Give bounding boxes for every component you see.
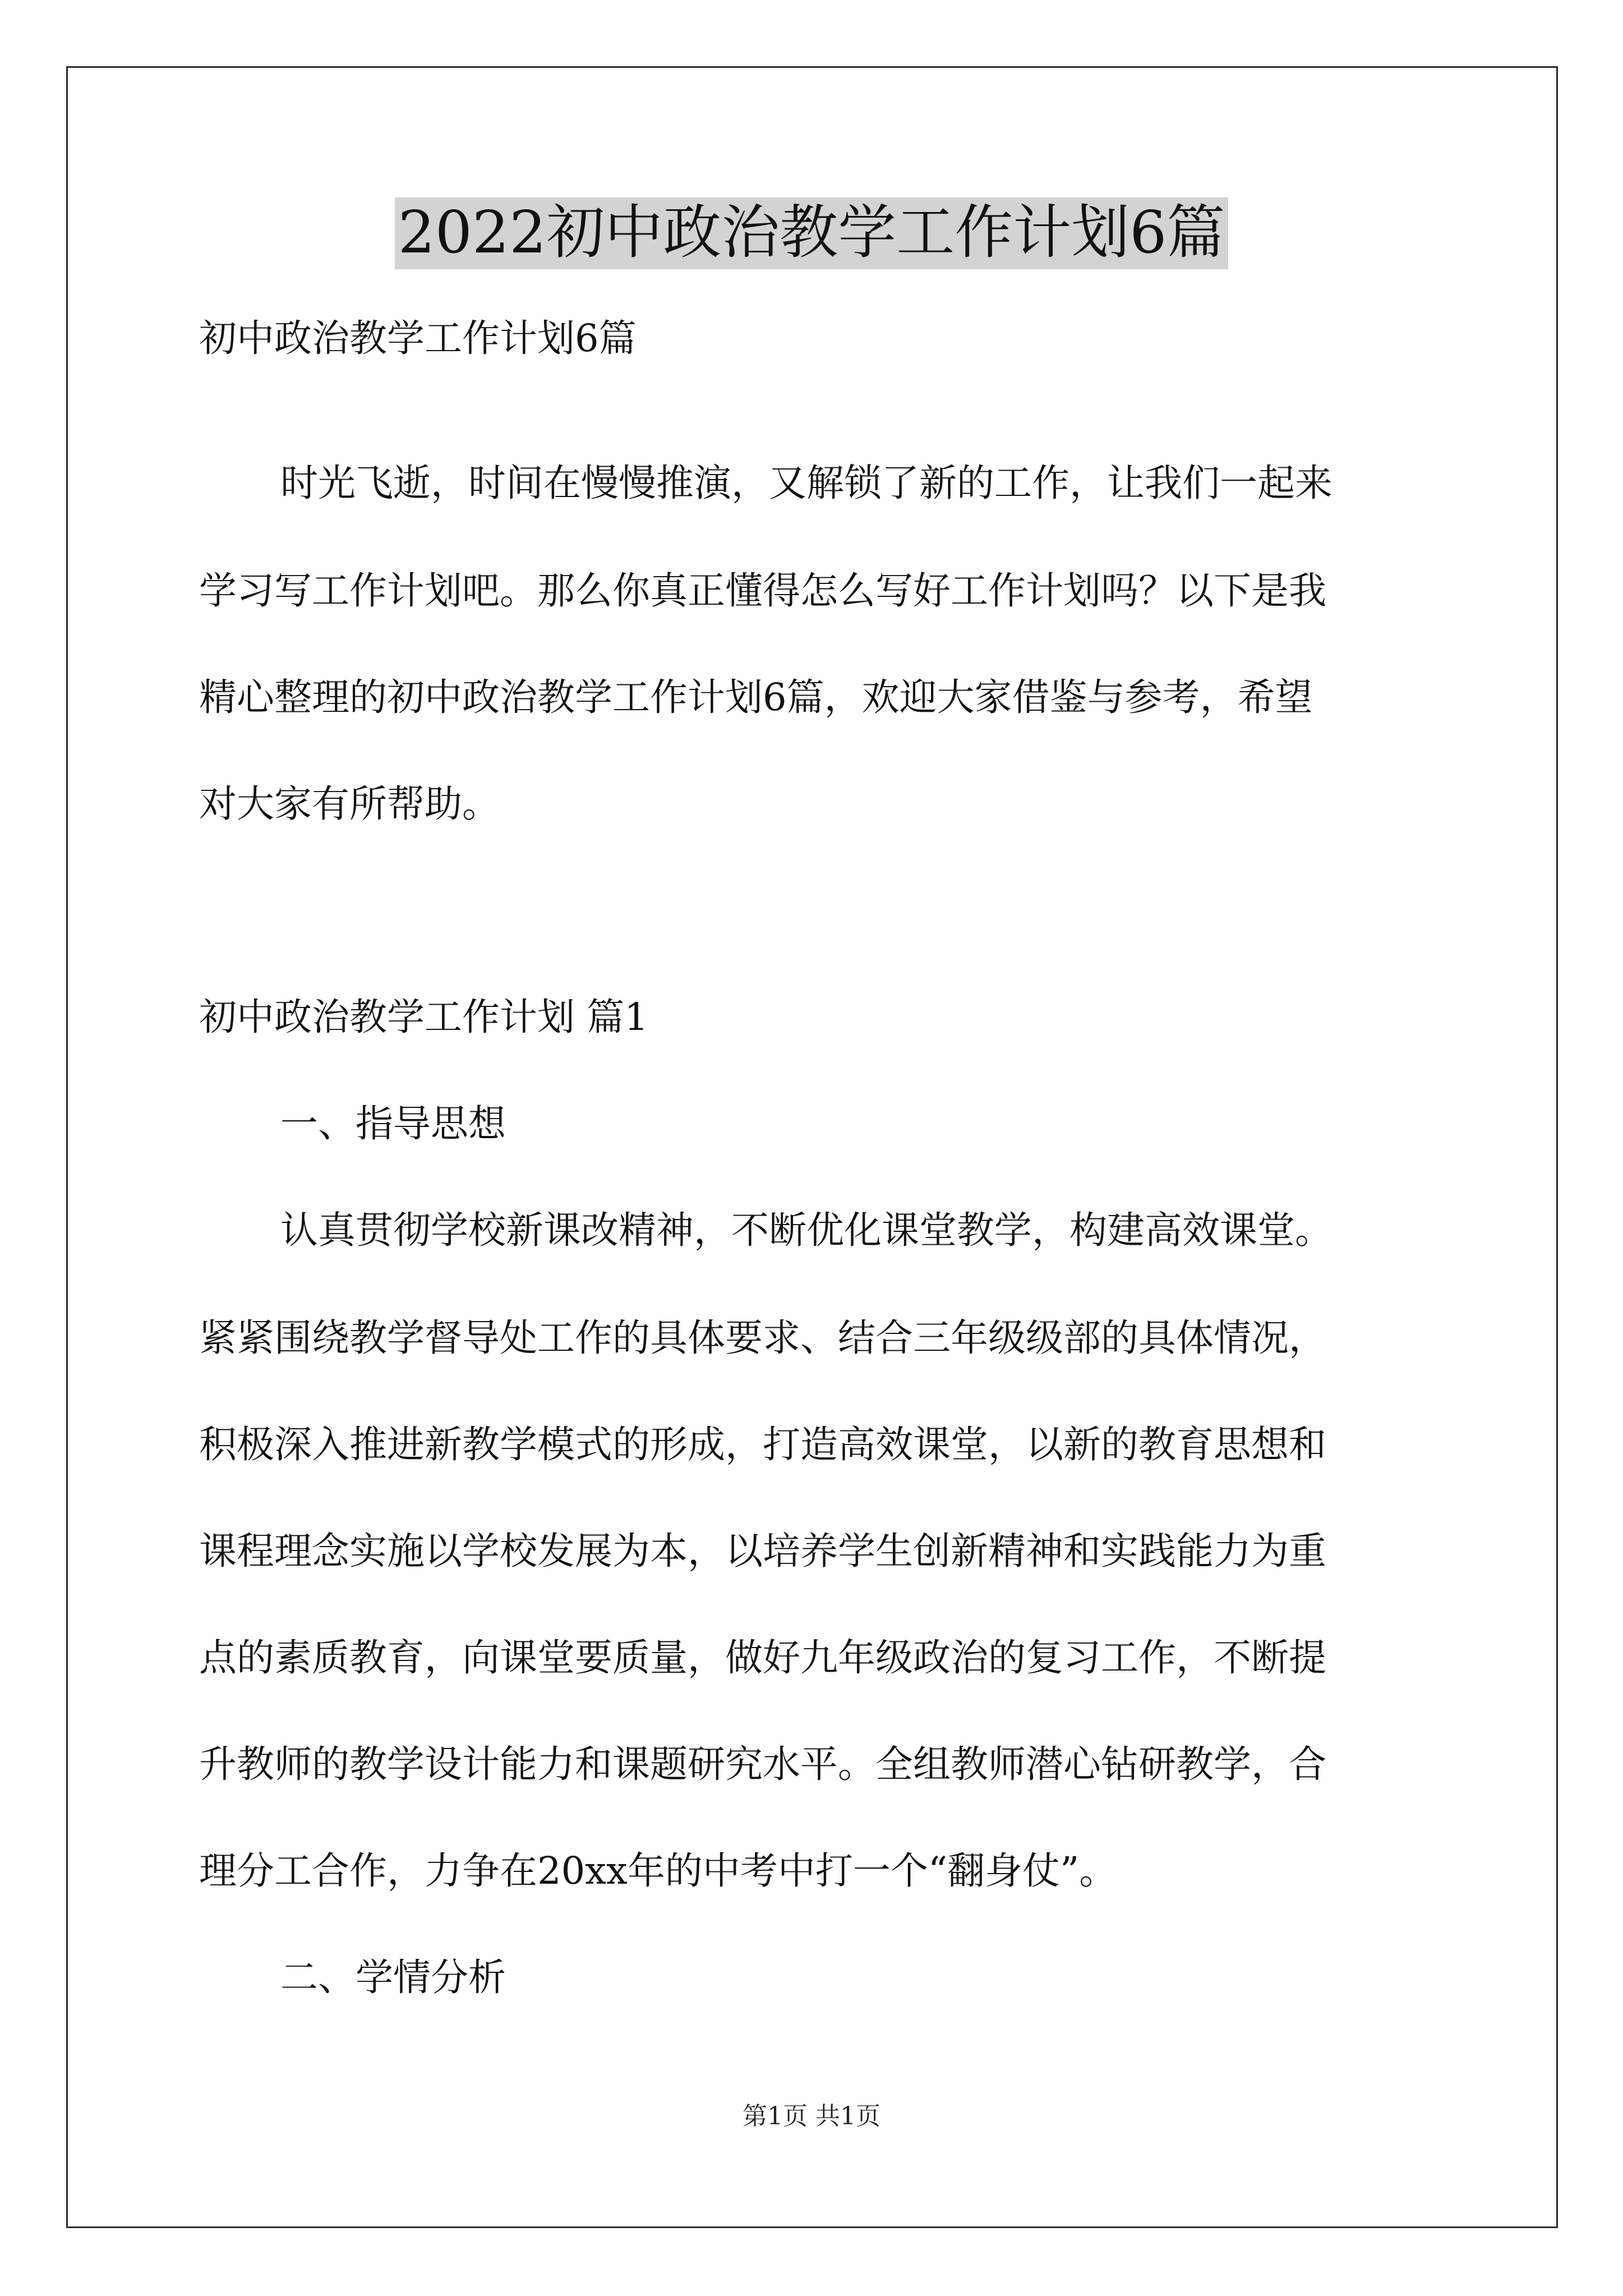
subheading-guiding-thought: 一、指导思想 (280, 1102, 506, 1145)
paragraph-line-3: 积极深入推进新教学模式的形成，打造高效课堂，以新的教育思想和 (199, 1423, 1326, 1466)
page-footer: 第1页 共1页 (743, 2102, 880, 2131)
paragraph-line-7: 理分工合作，力争在20xx年的中考中打一个“翻身仗”。 (199, 1849, 1117, 1893)
intro-line-1: 时光飞逝，时间在慢慢推演，又解锁了新的工作，让我们一起来 (280, 461, 1332, 505)
paragraph-line-2: 紧紧围绕教学督导处工作的具体要求、结合三年级级部的具体情况， (199, 1316, 1326, 1360)
intro-line-3: 精心整理的初中政治教学工作计划6篇，欢迎大家借鉴与参考，希望 (199, 675, 1313, 719)
intro-line-4: 对大家有所帮助。 (199, 782, 500, 826)
subtitle: 初中政治教学工作计划6篇 (199, 316, 637, 360)
paragraph-line-5: 点的素质教育，向课堂要质量，做好九年级政治的复习工作，不断提 (199, 1636, 1326, 1680)
paragraph-line-4: 课程理念实施以学校发展为本，以培养学生创新精神和实践能力为重 (199, 1529, 1326, 1573)
section-heading-1: 初中政治教学工作计划 篇1 (199, 995, 648, 1039)
page-border (66, 66, 1558, 2228)
intro-line-2: 学习写工作计划吧。那么你真正懂得怎么写好工作计划吗？以下是我 (199, 569, 1326, 613)
paragraph-line-6: 升教师的教学设计能力和课题研究水平。全组教师潜心钻研教学，合 (199, 1742, 1326, 1786)
subheading-student-analysis: 二、学情分析 (280, 1955, 506, 1999)
document-title (0, 197, 1623, 269)
document-title-text: 2022初中政治教学工作计划6篇 (395, 197, 1229, 269)
paragraph-line-1: 认真贯彻学校新课改精神，不断优化课堂教学，构建高效课堂。 (280, 1208, 1332, 1252)
